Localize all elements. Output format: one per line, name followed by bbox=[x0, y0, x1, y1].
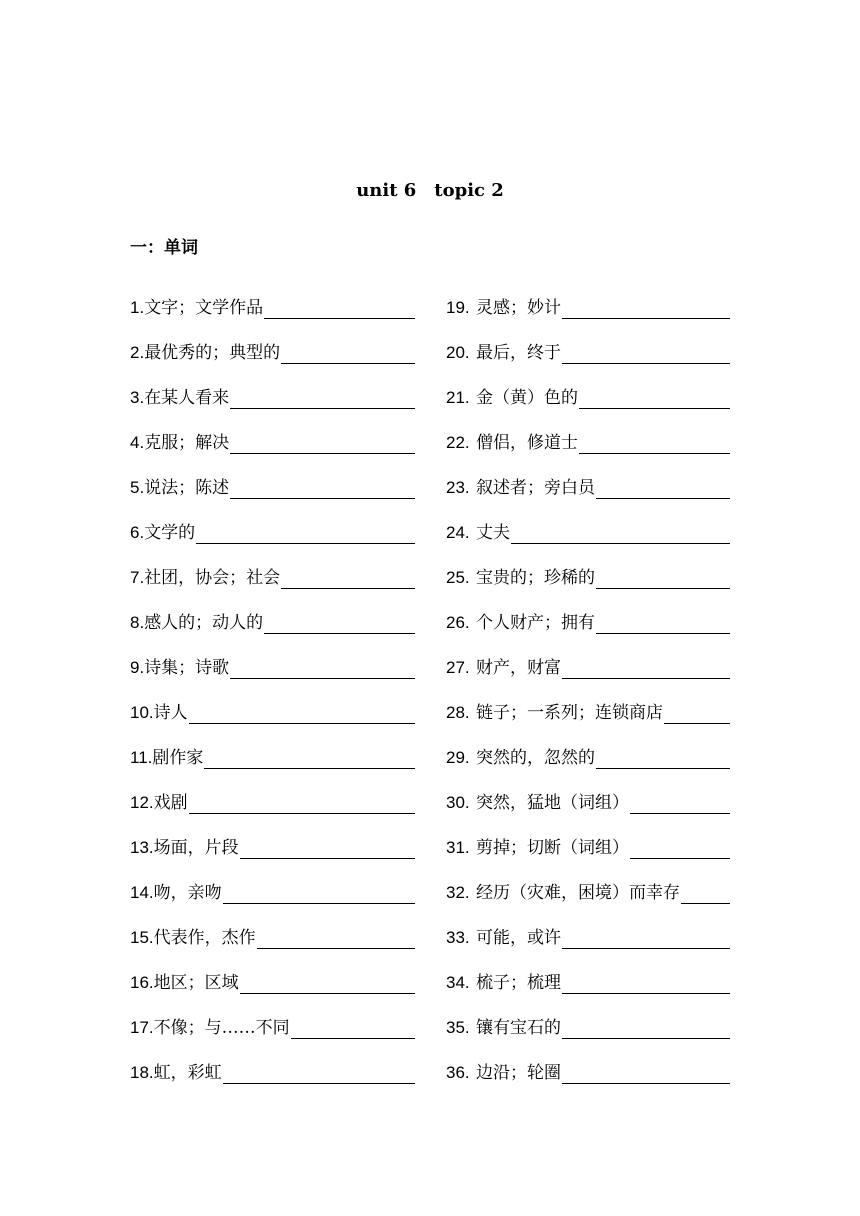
answer-blank[interactable] bbox=[230, 431, 415, 454]
vocab-item bbox=[130, 746, 415, 791]
item-number: 17. bbox=[130, 1018, 154, 1037]
answer-blank[interactable] bbox=[281, 341, 415, 364]
page-title: unit 6 topic 2 bbox=[356, 180, 504, 201]
item-number: 25. bbox=[446, 568, 470, 587]
item-number: 28. bbox=[446, 703, 470, 722]
answer-blank[interactable] bbox=[223, 881, 415, 904]
answer-blank[interactable] bbox=[630, 836, 730, 859]
answer-blank[interactable] bbox=[240, 971, 415, 994]
item-prompt: 社团，协会；社会 bbox=[144, 568, 281, 588]
vocab-item bbox=[130, 611, 415, 656]
item-number: 4. bbox=[130, 433, 145, 452]
item-prompt: 镶有宝石的 bbox=[476, 1018, 561, 1038]
item-prompt: 宝贵的；珍稀的 bbox=[476, 568, 595, 588]
answer-blank[interactable] bbox=[196, 521, 415, 544]
vocab-item bbox=[130, 926, 415, 971]
answer-blank[interactable] bbox=[681, 881, 730, 904]
vocab-item bbox=[446, 566, 730, 611]
vocab-item bbox=[130, 836, 415, 881]
section-heading: 一：单词 bbox=[130, 238, 198, 258]
vocab-item bbox=[446, 791, 730, 836]
vocab-item bbox=[446, 881, 730, 926]
item-number: 9. bbox=[130, 658, 145, 677]
item-prompt: 叙述者；旁白员 bbox=[476, 478, 595, 498]
item-number: 22. bbox=[446, 433, 470, 452]
item-number: 21. bbox=[446, 388, 470, 407]
vocab-item bbox=[130, 566, 415, 611]
vocab-item bbox=[446, 926, 730, 971]
item-number: 13. bbox=[130, 838, 154, 857]
answer-blank[interactable] bbox=[562, 296, 730, 319]
item-prompt: 金（黄）色的 bbox=[476, 388, 578, 408]
item-number: 18. bbox=[130, 1063, 154, 1082]
vocab-item bbox=[130, 386, 415, 431]
item-number: 27. bbox=[446, 658, 470, 677]
answer-blank[interactable] bbox=[257, 926, 415, 949]
answer-blank[interactable] bbox=[264, 611, 415, 634]
item-prompt: 代表作，杰作 bbox=[153, 928, 256, 948]
answer-blank[interactable] bbox=[596, 746, 730, 769]
vocab-item bbox=[130, 341, 415, 386]
vocab-item bbox=[130, 521, 415, 566]
item-prompt: 戏剧 bbox=[153, 793, 188, 813]
item-prompt: 地区；区域 bbox=[153, 973, 239, 993]
vocab-item bbox=[446, 296, 730, 341]
item-number: 1. bbox=[130, 298, 145, 317]
vocab-item bbox=[446, 656, 730, 701]
answer-blank[interactable] bbox=[281, 566, 415, 589]
item-prompt: 不像；与……不同 bbox=[153, 1018, 290, 1038]
item-number: 7. bbox=[130, 568, 145, 587]
item-prompt: 边沿；轮圈 bbox=[476, 1063, 561, 1083]
item-prompt: 突然的，忽然的 bbox=[476, 748, 595, 768]
item-number: 16. bbox=[130, 973, 154, 992]
item-prompt: 说法；陈述 bbox=[144, 478, 230, 498]
vocab-item bbox=[130, 1016, 415, 1061]
item-prompt: 突然，猛地（词组） bbox=[476, 793, 629, 813]
answer-blank[interactable] bbox=[511, 521, 730, 544]
item-number: 31. bbox=[446, 838, 470, 857]
answer-blank[interactable] bbox=[240, 836, 415, 859]
item-prompt: 吻，亲吻 bbox=[153, 883, 222, 903]
vocab-item bbox=[130, 1061, 415, 1106]
answer-blank[interactable] bbox=[596, 611, 730, 634]
vocab-item bbox=[446, 1061, 730, 1106]
item-prompt: 最后，终于 bbox=[476, 343, 561, 363]
answer-blank[interactable] bbox=[596, 476, 730, 499]
vocab-item bbox=[446, 971, 730, 1016]
answer-blank[interactable] bbox=[562, 656, 730, 679]
item-prompt: 僧侣，修道士 bbox=[476, 433, 578, 453]
answer-blank[interactable] bbox=[562, 1016, 730, 1039]
vocab-item bbox=[130, 971, 415, 1016]
item-number: 10. bbox=[130, 703, 154, 722]
vocab-item bbox=[130, 791, 415, 836]
answer-blank[interactable] bbox=[264, 296, 415, 319]
answer-blank[interactable] bbox=[562, 926, 730, 949]
answer-blank[interactable] bbox=[562, 971, 730, 994]
answer-blank[interactable] bbox=[579, 431, 730, 454]
vocab-item bbox=[446, 611, 730, 656]
answer-blank[interactable] bbox=[230, 476, 415, 499]
item-number: 23. bbox=[446, 478, 470, 497]
item-prompt: 可能，或许 bbox=[476, 928, 561, 948]
item-number: 32. bbox=[446, 883, 470, 902]
answer-blank[interactable] bbox=[562, 341, 730, 364]
item-number: 6. bbox=[130, 523, 145, 542]
item-number: 5. bbox=[130, 478, 145, 497]
item-prompt: 感人的；动人的 bbox=[144, 613, 264, 633]
vocab-item bbox=[446, 476, 730, 521]
left-column bbox=[130, 296, 415, 1106]
item-prompt: 经历（灾难，困境）而幸存 bbox=[476, 883, 680, 903]
vocab-item bbox=[130, 881, 415, 926]
item-prompt: 剧作家 bbox=[152, 748, 204, 768]
answer-blank[interactable] bbox=[223, 1061, 415, 1084]
answer-blank[interactable] bbox=[562, 1061, 730, 1084]
item-number: 20. bbox=[446, 343, 470, 362]
answer-blank[interactable] bbox=[630, 791, 730, 814]
item-number: 36. bbox=[446, 1063, 470, 1082]
item-number: 30. bbox=[446, 793, 470, 812]
answer-blank[interactable] bbox=[204, 746, 415, 769]
item-prompt: 诗人 bbox=[153, 703, 188, 723]
item-number: 34. bbox=[446, 973, 470, 992]
answer-blank[interactable] bbox=[189, 791, 415, 814]
vocab-item bbox=[446, 746, 730, 791]
item-number: 11. bbox=[130, 748, 153, 767]
vocab-item bbox=[130, 296, 415, 341]
item-number: 26. bbox=[446, 613, 470, 632]
item-number: 35. bbox=[446, 1018, 470, 1037]
item-number: 19. bbox=[446, 298, 470, 317]
item-number: 14. bbox=[130, 883, 154, 902]
answer-blank[interactable] bbox=[596, 566, 730, 589]
vocab-item bbox=[130, 431, 415, 476]
item-number: 15. bbox=[130, 928, 154, 947]
vocab-item bbox=[130, 476, 415, 521]
answer-blank[interactable] bbox=[230, 656, 415, 679]
item-number: 8. bbox=[130, 613, 145, 632]
item-prompt: 文学的 bbox=[144, 523, 196, 543]
item-prompt: 剪掉；切断（词组） bbox=[476, 838, 629, 858]
item-prompt: 丈夫 bbox=[476, 523, 510, 543]
vocab-item bbox=[130, 701, 415, 746]
vocab-item bbox=[446, 701, 730, 746]
vocab-item bbox=[446, 836, 730, 881]
vocab-item bbox=[446, 431, 730, 476]
vocab-item bbox=[130, 656, 415, 701]
vocab-item bbox=[446, 386, 730, 431]
item-number: 3. bbox=[130, 388, 145, 407]
vocab-item bbox=[446, 1016, 730, 1061]
item-prompt: 灵感；妙计 bbox=[476, 298, 561, 318]
item-prompt: 财产，财富 bbox=[476, 658, 561, 678]
answer-blank[interactable] bbox=[230, 386, 415, 409]
vocab-item bbox=[446, 341, 730, 386]
item-prompt: 梳子；梳理 bbox=[476, 973, 561, 993]
item-prompt: 最优秀的；典型的 bbox=[144, 343, 281, 363]
answer-blank[interactable] bbox=[291, 1016, 415, 1039]
item-prompt: 克服；解决 bbox=[144, 433, 230, 453]
item-number: 24. bbox=[446, 523, 470, 542]
item-number: 12. bbox=[130, 793, 154, 812]
item-prompt: 场面，片段 bbox=[153, 838, 239, 858]
item-prompt: 虹，彩虹 bbox=[153, 1063, 222, 1083]
item-prompt: 链子；一系列；连锁商店 bbox=[476, 703, 663, 723]
answer-blank[interactable] bbox=[189, 701, 415, 724]
answer-blank[interactable] bbox=[664, 701, 730, 724]
answer-blank[interactable] bbox=[579, 386, 730, 409]
item-number: 33. bbox=[446, 928, 470, 947]
item-prompt: 文字；文学作品 bbox=[144, 298, 264, 318]
item-number: 2. bbox=[130, 343, 145, 362]
item-prompt: 诗集；诗歌 bbox=[144, 658, 230, 678]
item-number: 29. bbox=[446, 748, 470, 767]
item-prompt: 个人财产；拥有 bbox=[476, 613, 595, 633]
item-prompt: 在某人看来 bbox=[144, 388, 230, 408]
vocab-item bbox=[446, 521, 730, 566]
right-column bbox=[446, 296, 730, 1106]
